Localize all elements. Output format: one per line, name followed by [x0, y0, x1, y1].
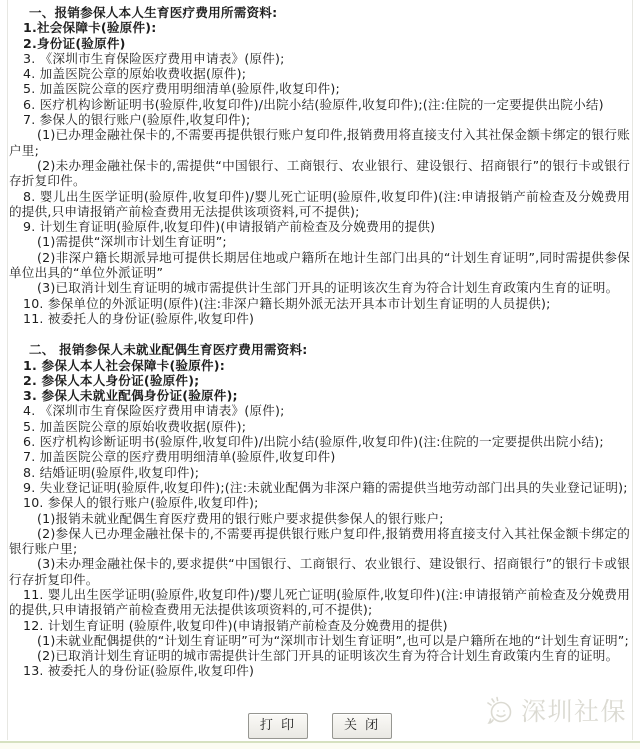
document-line: 11. 被委托人的身份证(验原件,收复印件): [23, 310, 255, 326]
document-line: (1)已办理金融社保卡的,不需要再提供银行账户复印件,报销费用将直接支付入其社保金额卡绑定的银行账户里;: [9, 127, 630, 158]
page-border-right: [632, 0, 633, 740]
bottom-divider: [0, 741, 640, 749]
document-line: 2. 参保人本人身份证(验原件);: [23, 372, 200, 388]
document-line: 9. 失业登记证明(验原件,收复印件);(注:未就业配偶为非深户籍的需提供当地劳动部门出具的失业登记证明);: [23, 479, 628, 495]
document-line: (1)需提供“深圳市计划生育证明”;: [37, 234, 227, 250]
close-button[interactable]: 关 闭: [332, 713, 392, 739]
document-line: (2)参保人已办理金融社保卡的,不需要再提供银行账户复印件,报销费用将直接支付入其社保金额卡绑定的银行账户里;: [9, 525, 630, 557]
document-line: 4. 《深圳市生育保险医疗费用申请表》(原件);: [23, 403, 285, 419]
document-line: 10. 参保单位的外派证明(原件)(注:非深户籍长期外派无法开具本市计划生育证明的人员提供);: [23, 295, 551, 311]
section-own-maternity-expenses: [9, 5, 630, 326]
document-line: (3)未办理金融社保卡的,要求提供“中国银行、工商银行、农业银行、建设银行、招商银行”的银行卡或银行存折复印件。: [9, 556, 630, 587]
document-line: 7. 加盖医院公章的医疗费用明细清单(验原件,收复印件): [23, 449, 336, 465]
document-body: [9, 5, 630, 679]
document-line: 5. 加盖医院公章的医疗费用明细清单(验原件,收复印件);: [23, 81, 340, 97]
document-line: 1. 参保人本人社会保障卡(验原件):: [23, 357, 225, 373]
document-line: 5. 加盖医院公章的原始收费收据(原件);: [23, 418, 247, 434]
document-line: 4. 加盖医院公章的原始收费收据(原件);: [23, 66, 247, 82]
document-line: 8. 婴儿出生医学证明(验原件,收复印件)/婴儿死亡证明(验原件,收复印件)(注:申请报销产前检查及分娩费用的提供,只申请报销产前检查费用无法提供该项资料,可不提供);: [9, 188, 630, 219]
watermark-text: 深圳社保: [520, 697, 627, 726]
document-line: 3. 《深圳市生育保险医疗费用申请表》(原件);: [23, 50, 285, 66]
document-line: (3)已取消计划生育证明的城市需提供计生部门开具的证明该次生育为符合计划生育政策内生育的证明。: [37, 280, 619, 296]
document-line: (1)报销未就业配偶生育医疗费用的银行账户要求提供参保人的银行账户;: [37, 510, 444, 526]
section-unemployed-spouse-expenses: [9, 342, 630, 679]
document-line: 9. 计划生育证明(验原件,收复印件)(申请报销产前检查及分娩费用的提供): [23, 219, 436, 235]
document-line: (2)未办理金融社保卡的,需提供“中国银行、工商银行、农业银行、建设银行、招商银行”的银行卡或银行存折复印件。: [9, 157, 630, 189]
section-heading: 一、报销参保人本人生育医疗费用所需资料:: [29, 5, 278, 20]
section-heading: 二、 报销参保人未就业配偶生育医疗费用需资料:: [29, 342, 308, 358]
document-line: 6. 医疗机构诊断证明书(验原件,收复印件)/出院小结(验原件,收复印件)(注:住院的一定要提供出院小结);: [23, 434, 604, 450]
page-border-left: [7, 0, 8, 740]
document-line: 8. 结婚证明(验原件,收复印件);: [23, 464, 200, 480]
document-line: 7. 参保人的银行账户(验原件,收复印件);: [23, 112, 251, 128]
document-line: 2.身份证(验原件): [23, 35, 126, 51]
print-button[interactable]: 打 印: [248, 713, 308, 739]
document-line: 10. 参保人的银行账户(验原件,收复印件);: [23, 495, 259, 511]
document-line: 3. 参保人未就业配偶身份证(验原件);: [23, 388, 238, 404]
document-line: (1)未就业配偶提供的“计划生育证明”可为“深圳市计划生育证明”,也可以是户籍所在地的“计划生育证明”;: [37, 632, 629, 648]
document-line: (2)非深户籍长期派异地可提供长期居住地或户籍所在地计生部门出具的“计划生育证明”,同时需提供参保单位出具的“单位外派证明”: [9, 249, 630, 281]
document-line: 13. 被委托人的身份证(验原件,收复印件): [23, 663, 255, 679]
document-line: (2)已取消计划生育证明的城市需提供计生部门开具的证明该次生育为符合计划生育政策内生育的证明。: [37, 648, 619, 664]
document-line: 12. 计划生育证明 (验原件,收复印件)(申请报销产前检查及分娩费用的提供): [23, 617, 448, 633]
document-line: 6. 医疗机构诊断证明书(验原件,收复印件)/出院小结(验原件,收复印件);(注:住院的一定要提供出院小结): [23, 96, 604, 112]
document-line: 11. 婴儿出生医学证明(验原件,收复印件)/婴儿死亡证明(验原件,收复印件)(注:申请报销产前检查及分娩费用的提供,只申请报销产前检查费用无法提供该项资料的,可不提供);: [9, 586, 630, 618]
document-line: 1.社会保障卡(验原件):: [23, 20, 157, 36]
button-row: [0, 713, 640, 739]
